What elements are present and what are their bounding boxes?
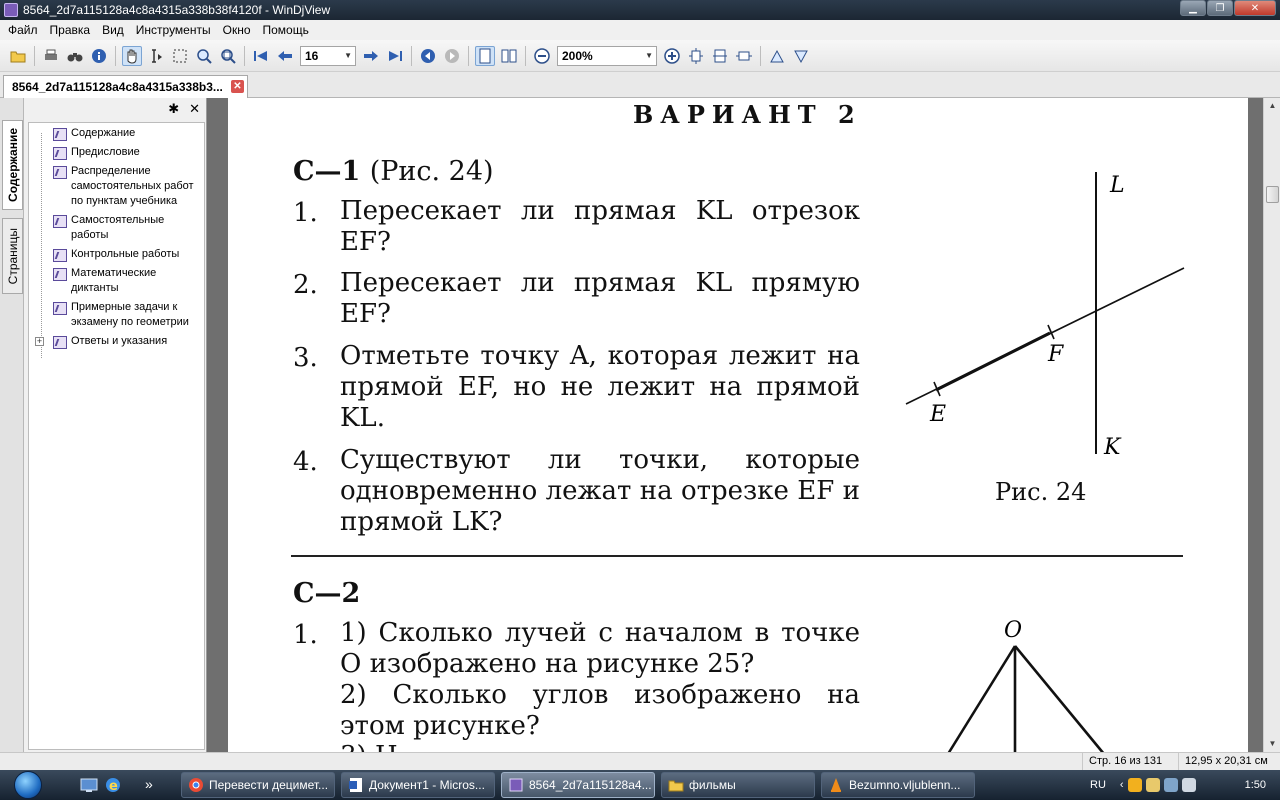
zoom-in-icon[interactable] [662, 46, 682, 66]
tree-item-contents[interactable] [29, 125, 204, 144]
tab-pages[interactable] [2, 218, 23, 294]
question-text: Отметьте точку A, которая лежит на прямой EF, но не лежит на прямой KL. [340, 341, 860, 433]
settings-icon[interactable]: ✱ [168, 101, 180, 116]
tree-item-preface[interactable] [29, 144, 204, 163]
bookmark-icon [53, 302, 67, 315]
text-select-icon[interactable] [146, 46, 166, 66]
chevron-down-icon: ▼ [344, 51, 352, 60]
ray-right [1015, 646, 1104, 754]
bookmark-icon [53, 268, 67, 281]
question-part2: 2) Сколько углов изображено на этом рисунке? [340, 680, 860, 741]
question-text: Пересекает ли прямая KL отрезок EF? [340, 196, 860, 257]
label-e: E [930, 402, 947, 427]
back-icon[interactable] [418, 46, 438, 66]
document-tab-bar [0, 72, 1280, 98]
language-indicator[interactable]: RU [1090, 779, 1106, 791]
figure-24-caption: Рис. 24 [995, 478, 1087, 506]
zoom-value: 200% [562, 48, 593, 63]
info-icon[interactable] [89, 46, 109, 66]
close-button[interactable]: ✕ [1234, 0, 1276, 16]
label-o: O [1004, 618, 1023, 643]
menu-window[interactable]: Окно [222, 23, 251, 37]
forward-icon[interactable] [442, 46, 462, 66]
show-desktop-icon[interactable] [80, 776, 98, 794]
document-viewport[interactable] [208, 98, 1263, 752]
tree-item-dictations[interactable] [29, 265, 204, 299]
document-tab[interactable] [3, 75, 248, 98]
question-number: 3. [293, 343, 318, 373]
toolbar-separator [411, 46, 412, 66]
close-panel-icon[interactable]: ✕ [189, 101, 200, 116]
tree-item-answers[interactable] [29, 333, 204, 352]
network-icon[interactable] [1164, 778, 1178, 792]
last-page-icon[interactable] [385, 46, 405, 66]
maximize-button[interactable]: ❐ [1207, 0, 1233, 16]
menu-view[interactable]: Вид [102, 23, 124, 37]
document-page [228, 98, 1248, 758]
tree-item-label: Контрольные работы [71, 248, 180, 260]
toolbar-separator [760, 46, 761, 66]
taskbar-button-chrome[interactable] [181, 772, 335, 798]
section-c1-title [293, 156, 494, 187]
next-page-icon[interactable] [361, 46, 381, 66]
tree-item-independent-works[interactable] [29, 212, 204, 246]
hand-tool-icon[interactable] [122, 46, 142, 66]
tab-close-icon[interactable]: ✕ [231, 80, 244, 93]
tree-item-label: Математические диктанты [71, 267, 157, 294]
open-folder-icon[interactable] [8, 46, 28, 66]
menu-file[interactable]: Файл [8, 23, 38, 37]
actual-size-icon[interactable] [734, 46, 754, 66]
single-page-icon[interactable] [475, 46, 495, 66]
menu-edit[interactable]: Правка [49, 23, 91, 37]
clock[interactable]: 1:50 [1244, 779, 1266, 791]
section-divider [291, 555, 1183, 557]
fit-page-icon[interactable] [686, 46, 706, 66]
taskbar-button-folder[interactable] [661, 772, 815, 798]
taskbar-button-vlc[interactable] [821, 772, 975, 798]
zoom-tool-icon[interactable] [194, 46, 214, 66]
menu-tools[interactable]: Инструменты [135, 23, 211, 37]
scrollbar-thumb[interactable] [1266, 186, 1279, 203]
question-number: 4. [293, 447, 318, 477]
segment-ef [936, 333, 1050, 390]
tab-contents[interactable] [2, 120, 23, 210]
toolbar-separator [468, 46, 469, 66]
toolbar-separator [525, 46, 526, 66]
first-page-icon[interactable] [251, 46, 271, 66]
volume-icon[interactable] [1182, 778, 1196, 792]
scroll-down-icon[interactable]: ▼ [1268, 739, 1277, 748]
tray-expand-icon[interactable]: ‹ [1119, 779, 1124, 791]
zoom-rect-icon[interactable] [218, 46, 238, 66]
internet-explorer-icon[interactable] [104, 776, 122, 794]
variant-heading: ВАРИАНТ 2 [633, 100, 862, 129]
rotate-left-icon[interactable] [767, 46, 787, 66]
section-c1-code: С—1 [293, 156, 361, 187]
figure-25-partial [928, 614, 1128, 754]
expand-icon[interactable]: + [36, 336, 43, 346]
tab-pages-label: Страницы [5, 227, 20, 285]
window-controls [1179, 0, 1276, 16]
sidebar-header [24, 98, 206, 120]
page-info: Стр. 16 из 131 [1082, 753, 1176, 771]
menu-bar [0, 20, 1280, 40]
start-button[interactable] [6, 770, 50, 800]
label-f: F [1048, 342, 1064, 367]
tree-item-distribution[interactable] [29, 163, 204, 212]
bookmark-icon [53, 147, 67, 160]
quicklaunch-more-icon[interactable]: » [145, 776, 153, 792]
toolbar-separator [115, 46, 116, 66]
toolbar-separator [244, 46, 245, 66]
figure-24 [898, 158, 1218, 468]
page-number-value: 16 [305, 48, 319, 63]
question-text: Существуют ли точки, которые одновременно лежат на отрезке EF и прямой LK? [340, 445, 860, 537]
system-tray [1082, 770, 1280, 800]
rotate-right-icon[interactable] [791, 46, 811, 66]
tree-item-label: Содержание [71, 127, 136, 139]
vertical-scrollbar[interactable] [1263, 98, 1280, 752]
tree-item-exam-problems[interactable] [29, 299, 204, 333]
facing-pages-icon[interactable] [499, 46, 519, 66]
tree-item-label: Примерные задачи к экзамену по геометрии [71, 301, 189, 328]
chevron-down-icon: ▼ [645, 51, 653, 60]
fit-width-icon[interactable] [710, 46, 730, 66]
page-number-combo[interactable] [300, 46, 356, 66]
page-size: 12,95 x 20,31 см [1178, 753, 1280, 771]
ray-left [948, 646, 1015, 754]
document-tab-title: 8564_2d7a115128a4c8a4315a338b3... [12, 80, 223, 94]
taskbar-button-label: Документ1 - Micros... [369, 778, 485, 792]
bookmark-icon [53, 249, 67, 262]
taskbar-button-label: Перевести децимет... [209, 778, 329, 792]
label-l: L [1110, 173, 1125, 198]
question-number: 1. [293, 620, 318, 650]
tray-app-icon[interactable] [1128, 778, 1142, 792]
bookmark-icon [53, 336, 67, 349]
scroll-up-icon[interactable]: ▲ [1268, 101, 1277, 110]
section-c2-title: С—2 [293, 578, 361, 609]
bookmark-icon [53, 166, 67, 179]
tree-item-label: Ответы и указания [71, 335, 168, 347]
toolbar-separator [34, 46, 35, 66]
taskbar-button-label: Bezumno.vljublenn... [849, 778, 961, 792]
question-text: Пересекает ли прямая KL прямую EF? [340, 268, 860, 329]
tree-item-label: Распределение самостоятельных работ по пунктам учебника [71, 165, 194, 207]
contents-tree [28, 122, 205, 750]
title-bar [0, 0, 1280, 20]
tree-item-label: Предисловие [71, 146, 140, 158]
zoom-combo[interactable] [557, 46, 657, 66]
svg-text:e: e [109, 779, 118, 794]
taskbar-button-word[interactable] [341, 772, 495, 798]
taskbar-button-label: 8564_2d7a115128a4... [529, 778, 652, 792]
windows-logo-icon [14, 771, 42, 799]
taskbar-button-label: фильмы [689, 778, 736, 792]
taskbar [0, 770, 1280, 800]
section-c1-ref: (Рис. 24) [369, 156, 494, 187]
toolbar [0, 40, 1280, 72]
zoom-out-icon[interactable] [532, 46, 552, 66]
tree-item-label: Самостоятельные работы [71, 214, 165, 241]
question-part1 [340, 618, 860, 680]
print-icon[interactable] [41, 46, 61, 66]
window-title: 8564_2d7a115128a4c8a4315a338b38f4120f - WinDjView [23, 3, 331, 17]
minimize-button[interactable]: ▁ [1180, 0, 1206, 16]
taskbar-button-windjview[interactable] [501, 772, 655, 798]
menu-help[interactable]: Помощь [262, 23, 309, 37]
tree-item-tests[interactable] [29, 246, 204, 265]
tray-security-icon[interactable] [1146, 778, 1160, 792]
tab-contents-label: Содержание [5, 128, 20, 202]
windjview-app-icon [4, 3, 18, 17]
question-number: 1. [293, 198, 318, 228]
sidebar-vertical-tabs [0, 98, 24, 752]
question-number: 2. [293, 270, 318, 300]
sidebar [0, 98, 207, 752]
bookmark-icon [53, 128, 67, 141]
prev-page-icon[interactable] [275, 46, 295, 66]
label-k: K [1104, 435, 1121, 460]
question-part1-text: 1) Сколько лучей с началом в точке O изображено на рисунке 25? [340, 618, 860, 679]
status-bar [0, 752, 1280, 770]
bookmark-icon [53, 215, 67, 228]
rect-select-icon[interactable] [170, 46, 190, 66]
find-binoculars-icon[interactable] [65, 46, 85, 66]
